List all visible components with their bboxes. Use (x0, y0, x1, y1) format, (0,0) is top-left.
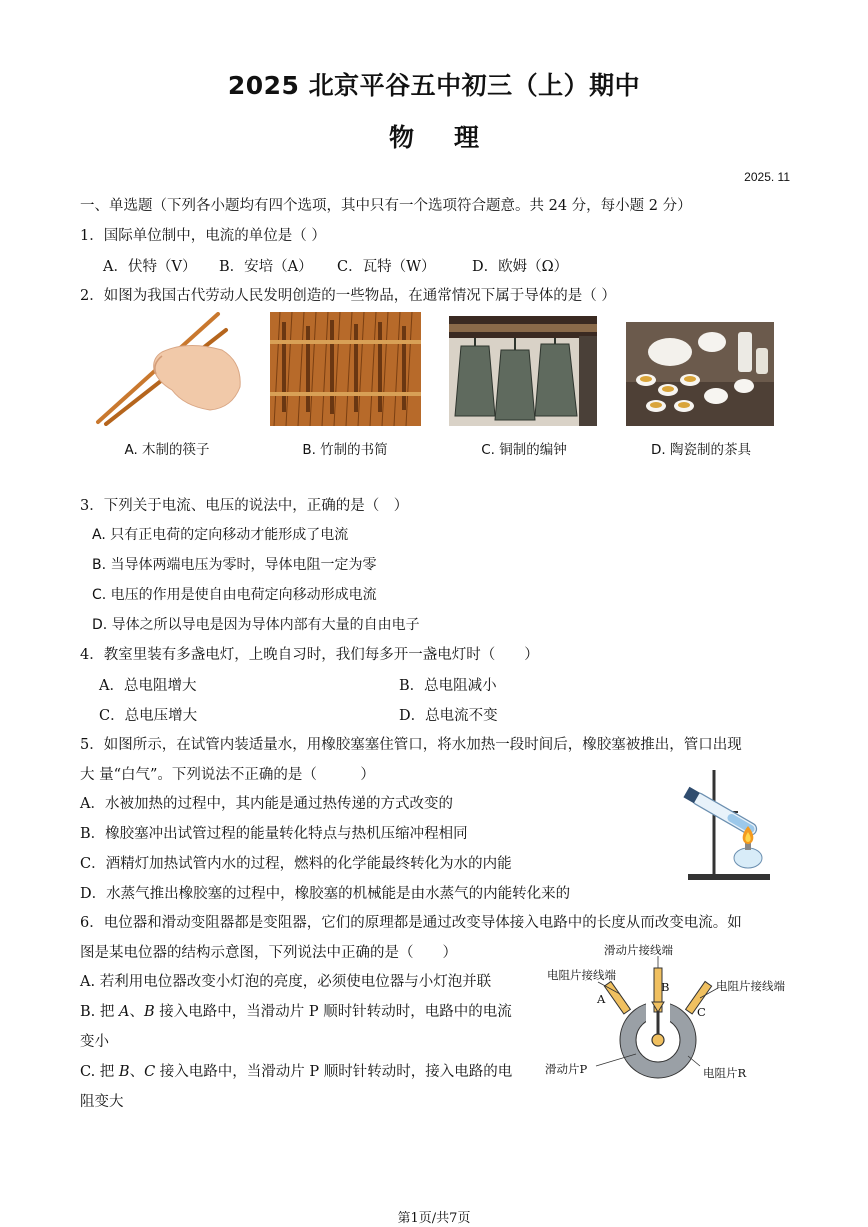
label-resistor-terminal-left: 电阻片接线端 (547, 968, 616, 982)
q5-stem-line1: 5．如图所示，在试管内装适量水，用橡胶塞塞住管口，将水加热一段时间后，橡胶塞被推出，管口出现 (80, 737, 742, 753)
q5-option-b: B．橡胶塞冲出试管过程的能量转化特点与热机压缩冲程相同 (80, 826, 468, 842)
q6-option-c: C. 把 B、C 接入电路中，当滑动片 P 顺时针转动时，接入电路的电 (80, 1064, 513, 1080)
label-resistor-terminal-right: 电阻片接线端 (716, 979, 785, 993)
q4-option-d: D．总电流不变 (399, 708, 498, 724)
label-resistor-r: 电阻片R (703, 1066, 747, 1080)
q3-stem: 3．下列关于电流、电压的说法中，正确的是（ ） (80, 498, 409, 514)
q1-stem: 1．国际单位制中，电流的单位是（ ） (80, 228, 326, 244)
exam-title: 2025 北京平谷五中初三（上）期中 (227, 71, 641, 100)
ceramic-teaset-image (626, 322, 774, 426)
q6-option-c-line2: 阻变大 (80, 1094, 124, 1110)
q6-stem-line1: 6．电位器和滑动变阻器都是变阻器，它们的原理都是通过改变导体接入电路中的长度从而改变电流。如 (80, 915, 742, 931)
q5-option-d: D．水蒸气推出橡胶塞的过程中，橡胶塞的机械能是由水蒸气的内能转化来的 (80, 886, 571, 902)
label-slider-p: 滑动片P (545, 1062, 588, 1076)
q5-option-c: C．酒精灯加热试管内水的过程，燃料的化学能最终转化为水的内能 (80, 856, 512, 872)
q4-option-a: A．总电阻增大 (99, 678, 197, 694)
q2-caption-b: B. 竹制的书简 (302, 442, 388, 458)
q6-stem-line2: 图是某电位器的结构示意图，下列说法中正确的是（ ） (80, 945, 457, 961)
bronze-bells-image (449, 316, 597, 426)
q2-caption-a: A. 木制的筷子 (124, 442, 210, 458)
q6-option-a: A. 若利用电位器改变小灯泡的亮度，必须使电位器与小灯泡并联 (80, 974, 492, 990)
q6-option-b: B. 把 A、B 接入电路中，当滑动片 P 顺时针转动时，电路中的电流 (80, 1004, 512, 1020)
q1-option-a: A．伏特（V） (103, 259, 197, 275)
q5-option-a: A．水被加热的过程中，其内能是通过热传递的方式改变的 (80, 796, 453, 812)
q1-option-b: B．安培（A） (219, 259, 313, 275)
exam-date: 2025. 11 (744, 170, 790, 184)
q1-option-d: D．欧姆（Ω） (472, 259, 569, 275)
page-number: 第1页/共7页 (397, 1211, 471, 1226)
q3-option-b: B. 当导体两端电压为零时，导体电阻一定为零 (92, 557, 377, 573)
q3-option-d: D. 导体之所以导电是因为导体内部有大量的自由电子 (92, 617, 420, 633)
label-terminal-b: B (661, 980, 670, 994)
section-heading: 一、单选题（下列各小题均有四个选项，其中只有一个选项符合题意。共 24 分，每小题 2 分） (80, 198, 692, 214)
label-terminal-a: A (597, 992, 606, 1006)
q2-caption-d: D. 陶瓷制的茶具 (651, 442, 751, 458)
q2-stem: 2．如图为我国古代劳动人民发明创造的一些物品，在通常情况下属于导体的是（ ） (80, 288, 616, 304)
q4-stem: 4．教室里装有多盏电灯，上晚自习时，我们每多开一盏电灯时（ ） (80, 647, 539, 663)
subject-title: 物理 (388, 123, 519, 152)
label-terminal-c: C (697, 1005, 706, 1019)
q3-option-a: A. 只有正电荷的定向移动才能形成了电流 (92, 527, 349, 543)
bamboo-slips-image (270, 312, 421, 426)
q4-option-b: B．总电阻减小 (399, 678, 497, 694)
q2-caption-c: C. 铜制的编钟 (481, 442, 567, 458)
q1-option-c: C．瓦特（W） (337, 259, 436, 275)
chopsticks-image (92, 312, 242, 426)
q3-option-c: C. 电压的作用是使自由电荷定向移动形成电流 (92, 587, 377, 603)
label-slider-terminal: 滑动片接线端 (604, 943, 673, 957)
q5-stem-line2: 大 量“白气”。下列说法不正确的是（ ） (80, 767, 375, 783)
q4-option-c: C．总电压增大 (99, 708, 198, 724)
test-tube-apparatus-image (668, 766, 772, 884)
q6-option-b-line2: 变小 (80, 1034, 109, 1050)
